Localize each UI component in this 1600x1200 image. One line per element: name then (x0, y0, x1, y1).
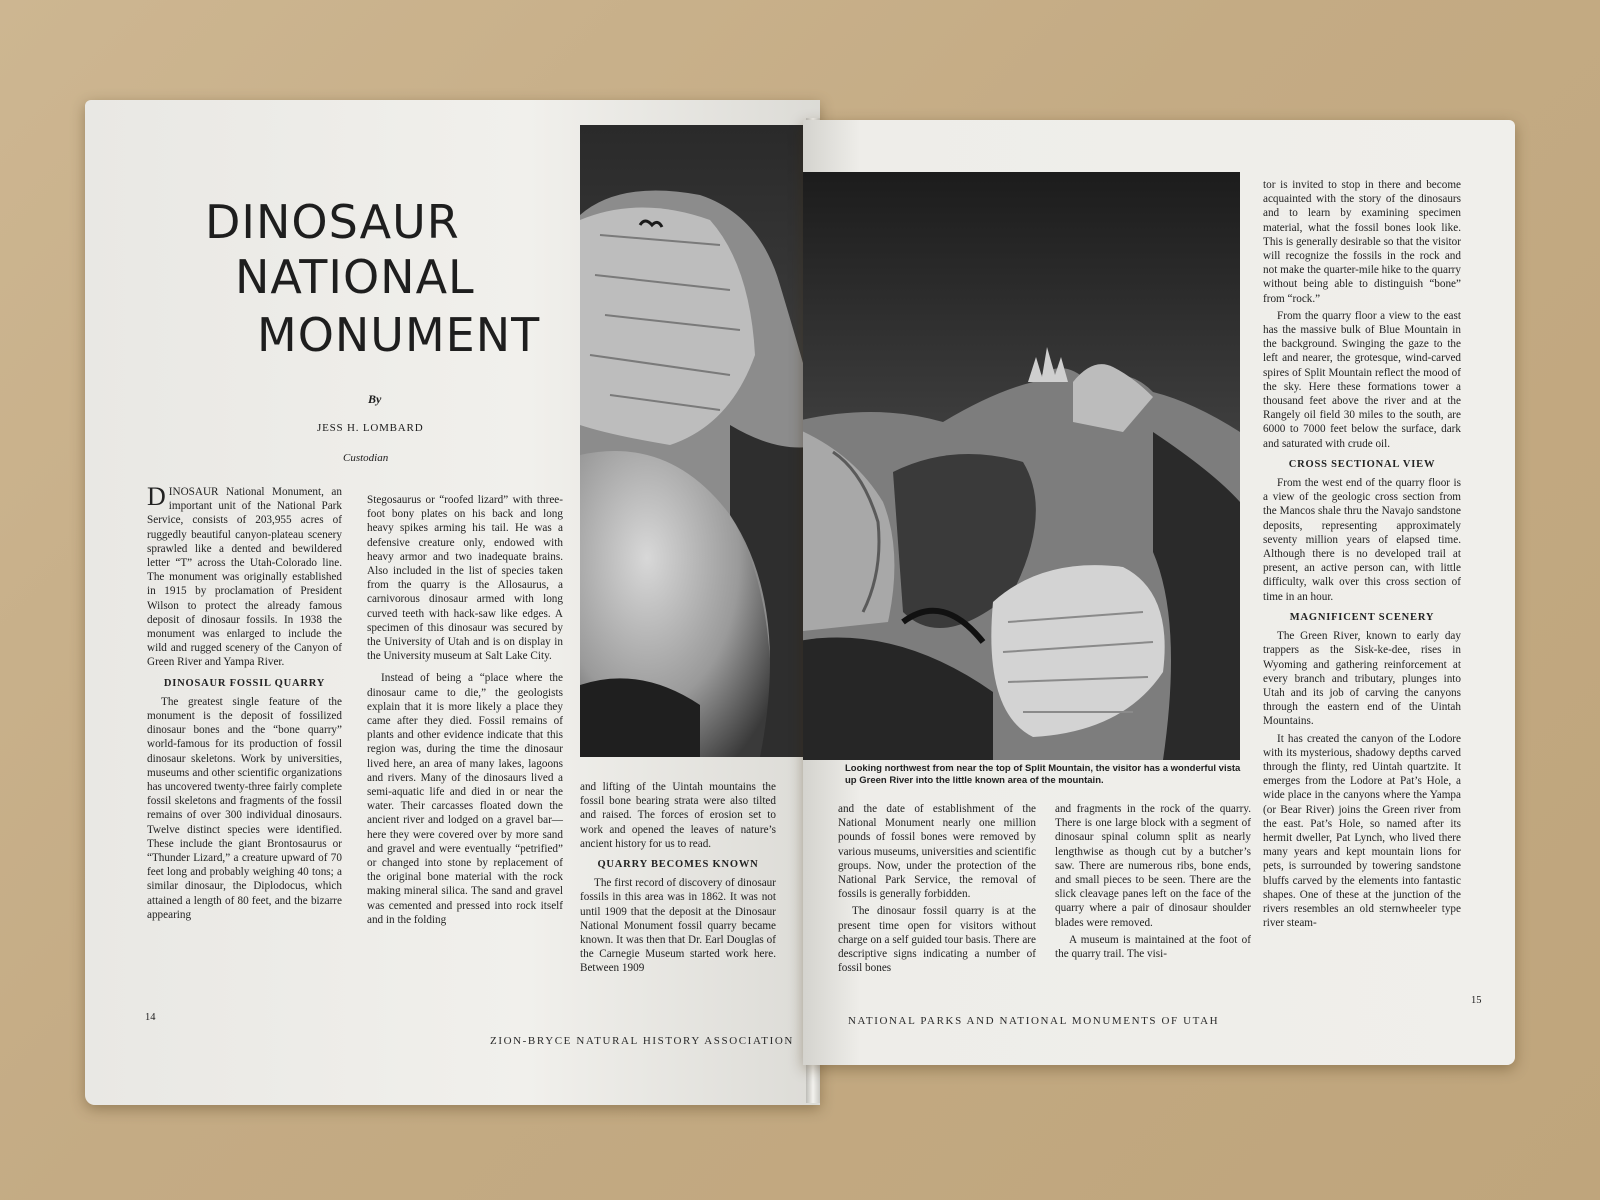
split-mountain-image (803, 172, 1240, 760)
left-column-1 (147, 482, 342, 1000)
cross-section-paragraph: From the west end of the quarry floor is a view of the geologic cross section from the Mancos shale thru the Navajo sandstone deposits, representing approximately seventy million years of elapsed time. Although there is no developed trail at present, an active person can, with little difficulty, walk over this cross section of time in an hour. (1263, 477, 1461, 603)
fossil-quarry-paragraph: The greatest single feature of the monument is the deposit of fossilized dinosaur bones and the “bone quarry” world-famous for its production of fossil dinosaur skeletons. Work by universities, museums and other scientific organizations has uncovered twenty-three fairly complete fossil skeletons and fragments of the fossil remains of over 300 individual dinosaurs. Twelve distinct species were identified. These include the giant Brontosaurus or “Thunder Lizard,” a creature upward of 70 feet long and probably weighing 40 tons; a similar dinosaur, the Diplodocus, which attained a length of 80 feet, and the bizarre appearing (147, 695, 342, 921)
author-name: JESS H. LOMBARD (317, 422, 424, 434)
left-column-2 (367, 493, 563, 998)
stegosaurus-paragraph: Stegosaurus or “roofed lizard” with three-foot bony plates on his back and long heavy spikes arming his tail. He was a defensive creature only, endowed with heavy armor and two inadequate brains. Also included in the list of species taken from the quarry is the Allosaurus, a carnivorous dinosaur armed with long curved teeth with hack-saw like edges. A specimen of this dinosaur was secured by the University of Utah and is on display in the University museum at Salt Lake City. (367, 494, 563, 663)
place-paragraph: Instead of being a “place where the dinosaur came to die,” the geologists explain that it is more likely a place they came after they died. Fossil remains of plants and other evidence indicate that this region was, during the time the dinosaur lived here, an area of many lakes, lagoons and rivers. Many of the dinosaurs lived a semi-aquatic life and died in or near the water. Their carcasses floated down the ancient river and lodged on a gravel bar—here they were covered over by more sand and gravel and were eventually “petrified” or changed into stone by replacement of the original bone material with the rock making mineral silica. The sand and gravel was cemented and pressed into rock itself and in the folding (367, 672, 563, 926)
discovery-paragraph: The first record of discovery of dinosaur fossils in this area was in 1862. It was not until 1909 that the deposit at the Dinosaur National Monument fossil quarry became known. It was then that Dr. Earl Douglas of the Carnegie Museum started work here. Between 1909 (580, 877, 776, 975)
heading-scenery: MAGNIFICENT SCENERY (1289, 611, 1435, 623)
page-number-right: 15 (1471, 995, 1482, 1006)
intro-paragraph: INOSAUR National Monument, an important unit of the National Park Service, consists of 203,955 acres of ruggedly beautiful canyon-plateau scenery sprawled like a dented and bewildered letter “T” across the Utah-Colorado line. The monument was originally established in 1915 by proclamation of President Wilson to protect the already famous deposit of dinosaur fossils. In 1938 the monument was enlarged to include the wild and rugged scenery of the Canyon of Green River and Yampa River. (147, 486, 342, 669)
right-column-b (1055, 802, 1251, 1007)
canyon-photo-right (803, 172, 1240, 760)
lifting-paragraph: and lifting of the Uintah mountains the fossil bone bearing strata were also tilted and raised. The forces of erosion set to work and opened the leaves of nature’s ancient history for us to read. (580, 781, 776, 850)
canyon-photo-left (580, 125, 820, 757)
title-line-3: MONUMENT (257, 308, 541, 362)
heading-fossil-quarry: DINOSAUR FOSSIL QUARRY (163, 677, 326, 689)
green-river-paragraph: The Green River, known to early day trappers as the Sisk-ke-dee, rises in Wyoming and gathering reinforcement at every branch and tributary, plunges into Utah and its job of carving the canyons through the eastern end of the Uintah Mountains. (1263, 630, 1461, 728)
right-column-c (1263, 178, 1461, 1008)
left-column-3 (580, 780, 776, 1020)
footer-right: NATIONAL PARKS AND NATIONAL MONUMENTS OF UTAH (848, 1015, 1220, 1027)
left-page (85, 100, 820, 1105)
lodore-paragraph: It has created the canyon of the Lodore with its mysterious, shadowy depths carved through the flinty, red Uintah quartzite. It emerges from the Lodore at Pat’s Hole, a wide place in the canyons where the Yampa (or Bear River) joins the Green river from the east. Pat’s Hole, so named after its hermit dweller, Pat Lynch, who lived there many years and kept mountain lions for pets, is surrounded by towering sandstone bluffs carved by the elements into fantastic shapes. One of these at the junction of the rivers resembles an old sternwheeler type river steam- (1263, 732, 1461, 930)
rock-cliff-image (580, 125, 820, 757)
heading-quarry-known: QUARRY BECOMES KNOWN (597, 859, 759, 871)
museum-paragraph: A museum is maintained at the foot of the quarry trail. The visi- (1055, 933, 1251, 961)
right-page (803, 120, 1515, 1065)
fragments-paragraph: and fragments in the rock of the quarry. There is one large block with a segment of dinosaur spinal column split as nearly lengthwise as though cut by a butcher’s saw. There are numerous ribs, bone ends, and small pieces to be seen. There are the slick cleavage panes left on the face of the quarry where a pair of dinosaur shoulder blades were removed. (1055, 803, 1251, 929)
quarry-floor-paragraph: From the quarry floor a view to the east has the massive bulk of Blue Mountain in the background. Swinging the gaze to the left and nearer, the grotesque, wind-carved spires of Split Mountain reflect the mood of the sky. Here these formations tower a thousand feet above the river and at the Rangely oil field 30 miles to the south, are 6000 to 7000 feet below the surface, dark and saturated with crude oil. (1263, 309, 1461, 450)
right-column-a (838, 802, 1036, 1007)
title-line-1: DINOSAUR (205, 195, 460, 249)
photo-caption: Looking northwest from near the top of Split Mountain, the visitor has a wonderful vista up Green River into the little known area of the mountain. (845, 763, 1241, 786)
visitor-paragraph: tor is invited to stop in there and become acquainted with the story of the dinosaurs and to learn by examining specimen material, what the fossil bones look like. This is generally desirable so that the visitor will recognize the fossils in the rock and not make the quarter-mile hike to the quarry without being able to distinguish “bone” from “rock.” (1263, 179, 1461, 305)
heading-cross-section: CROSS SECTIONAL VIEW (1288, 458, 1436, 470)
byline: By (368, 392, 382, 406)
footer-left: ZION-BRYCE NATURAL HISTORY ASSOCIATION (490, 1035, 794, 1047)
author-title: Custodian (343, 452, 389, 464)
drop-cap: D (147, 482, 166, 511)
quarry-open-paragraph: The dinosaur fossil quarry is at the present time open for visitors without charge on a self guided tour basis. There are descriptive signs indicating a number of fossil bones (838, 905, 1036, 975)
establishment-paragraph: and the date of establishment of the National Monument nearly one million pounds of fossil bones were removed by various museums, universities and scientific groups. Now, under the protection of the National Park Service, the removal of fossils is generally forbidden. (838, 803, 1036, 901)
title-line-2: NATIONAL (235, 250, 475, 304)
page-number-left: 14 (145, 1012, 156, 1023)
